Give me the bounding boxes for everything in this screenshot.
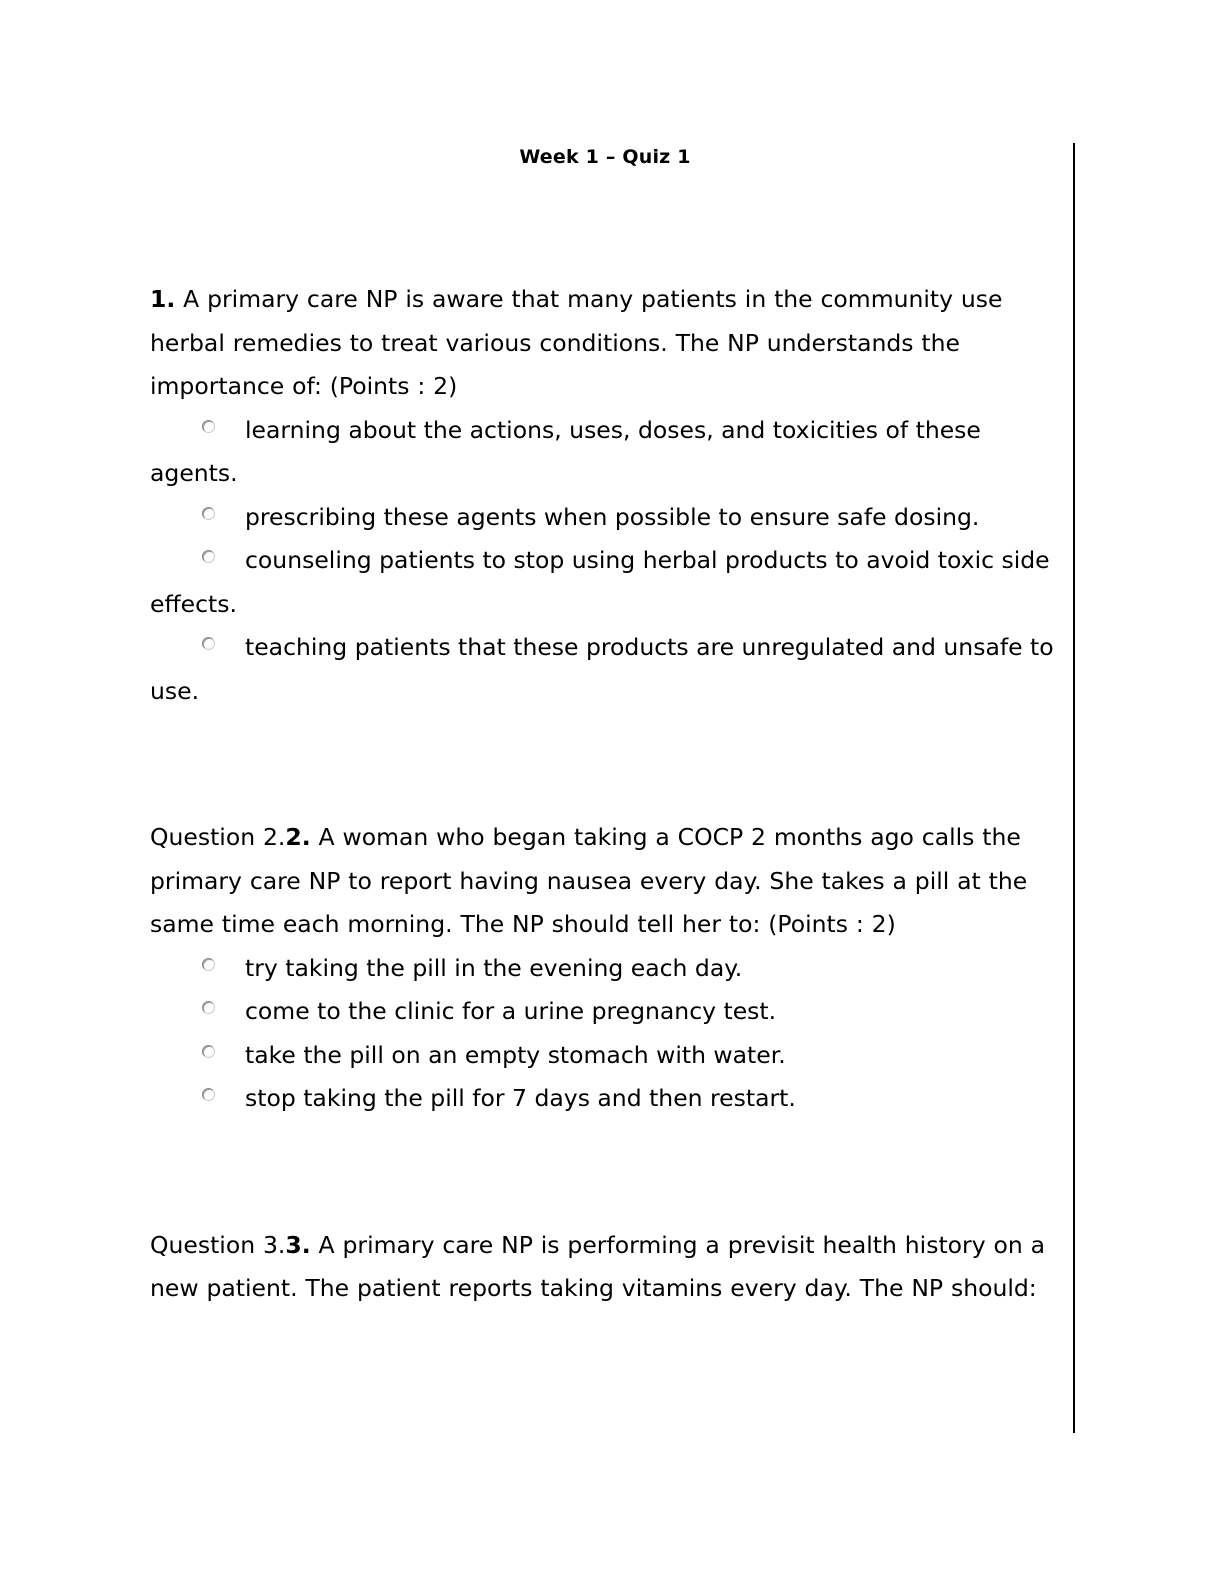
quiz-content: [150, 278, 1068, 1311]
option-label: learning about the actions, uses, doses, and toxicities of these agents.: [150, 415, 981, 487]
question-3-stem: [150, 1224, 1068, 1311]
option-label: try taking the pill in the evening each day.: [245, 953, 743, 982]
question-block-2: [150, 816, 1068, 1121]
option-label: teaching patients that these products are unregulated and unsafe to use.: [150, 633, 1054, 705]
page-right-rule: [1073, 143, 1075, 1433]
question-2-prefix: Question 2.: [150, 823, 286, 851]
option-label: prescribing these agents when possible to ensure safe dosing.: [245, 502, 980, 531]
radio-button-icon[interactable]: [202, 550, 215, 563]
option-row[interactable]: [150, 990, 1068, 1034]
question-1-number: 1.: [150, 285, 176, 313]
question-2-number: 2.: [285, 823, 311, 851]
option-row[interactable]: [150, 409, 1068, 496]
radio-button-icon[interactable]: [202, 1045, 215, 1058]
option-row[interactable]: [150, 539, 1068, 626]
option-row[interactable]: [150, 496, 1068, 540]
question-3-prefix: Question 3.: [150, 1230, 286, 1259]
radio-button-icon[interactable]: [202, 637, 215, 650]
question-2-options: [150, 947, 1068, 1121]
question-3-number: 3.: [285, 1230, 311, 1259]
question-1-options: [150, 409, 1068, 714]
option-row[interactable]: [150, 626, 1068, 713]
radio-button-icon[interactable]: [202, 1088, 215, 1101]
question-2-text: A woman who began taking a COCP 2 months ago calls the primary care NP to report having nausea every day. She takes a pill at the same time each morning. The NP should tell her to: (Points : 2): [150, 823, 1028, 938]
option-label: stop taking the pill for 7 days and then restart.: [245, 1084, 796, 1112]
radio-button-icon[interactable]: [202, 507, 215, 520]
question-block-3: [150, 1224, 1068, 1311]
page-title: Week 1 – Quiz 1: [519, 146, 691, 168]
section-spacer: [150, 713, 1068, 816]
question-1-text: A primary care NP is aware that many patients in the community use herbal remedies to treat various conditions. The NP understands the importance of: (Points : 2): [150, 285, 1003, 400]
question-block-1: [150, 278, 1068, 713]
option-label: counseling patients to stop using herbal products to avoid toxic side effects.: [150, 546, 1050, 618]
option-row[interactable]: [150, 947, 1068, 991]
question-2-stem: [150, 816, 1068, 947]
radio-button-icon[interactable]: [202, 1001, 215, 1014]
question-1-stem: [150, 278, 1068, 409]
option-row[interactable]: [150, 1034, 1068, 1078]
radio-button-icon[interactable]: [202, 958, 215, 971]
section-spacer: [150, 1121, 1068, 1224]
option-row[interactable]: [150, 1077, 1068, 1121]
radio-button-icon[interactable]: [202, 420, 215, 433]
option-label: come to the clinic for a urine pregnancy test.: [245, 997, 777, 1025]
question-3-text: A primary care NP is performing a previsit health history on a new patient. The patient reports taking vitamins every day. The NP should:: [150, 1230, 1046, 1302]
option-label: take the pill on an empty stomach with water.: [245, 1040, 786, 1069]
